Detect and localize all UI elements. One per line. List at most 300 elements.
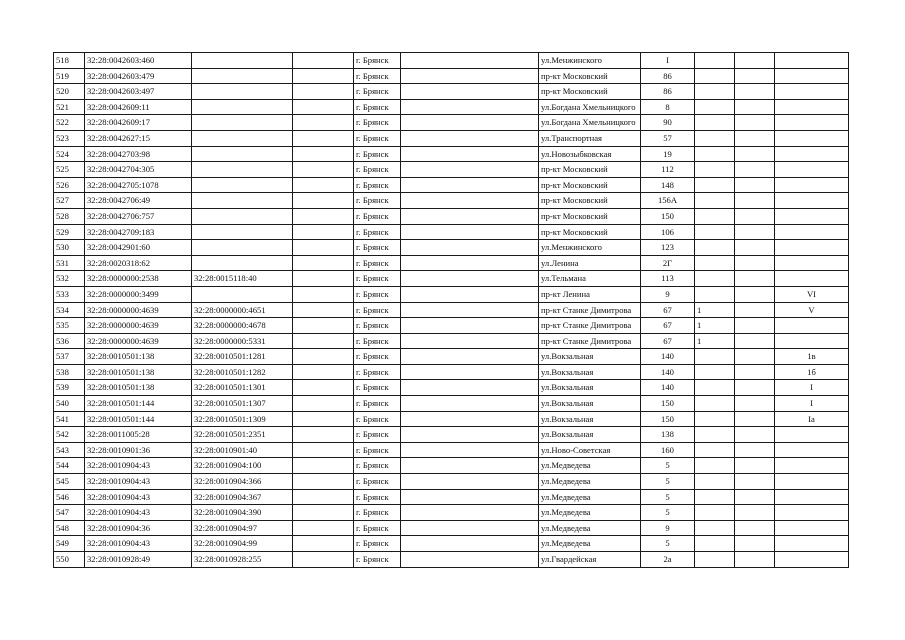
sub-cadastral-number-cell: 32:28:0010904:97 <box>192 520 293 536</box>
empty-cell <box>735 84 775 100</box>
city-cell: г. Брянск <box>354 380 401 396</box>
table-row <box>54 115 849 131</box>
city-cell: г. Брянск <box>354 552 401 568</box>
flat-number-cell <box>695 193 735 209</box>
empty-cell <box>401 286 539 302</box>
room-number-cell <box>775 208 849 224</box>
house-number-cell: 8 <box>641 99 695 115</box>
cadastral-number-cell: 32:28:0042603:460 <box>85 53 192 69</box>
cadastral-number-cell: 32:28:0010501:144 <box>85 396 192 412</box>
empty-cell <box>735 427 775 443</box>
empty-cell <box>293 302 354 318</box>
street-cell: пр-кт Московский <box>539 84 641 100</box>
table-row <box>54 193 849 209</box>
house-number-cell: 106 <box>641 224 695 240</box>
sub-cadastral-number-cell <box>192 53 293 69</box>
city-cell: г. Брянск <box>354 536 401 552</box>
cadastral-number-cell: 32:28:0010928:49 <box>85 552 192 568</box>
house-number-cell: 150 <box>641 396 695 412</box>
empty-cell <box>293 68 354 84</box>
room-number-cell <box>775 442 849 458</box>
street-cell: ул.Менжинского <box>539 53 641 69</box>
sub-cadastral-number-cell: 32:28:0010928:255 <box>192 552 293 568</box>
empty-cell <box>401 520 539 536</box>
house-number-cell: 86 <box>641 84 695 100</box>
table-row <box>54 349 849 365</box>
street-cell: пр-кт Московский <box>539 208 641 224</box>
empty-cell <box>293 224 354 240</box>
flat-number-cell <box>695 458 735 474</box>
empty-cell <box>401 380 539 396</box>
city-cell: г. Брянск <box>354 177 401 193</box>
empty-cell <box>293 333 354 349</box>
room-number-cell <box>775 68 849 84</box>
cadastral-number-cell: 32:28:0042609:17 <box>85 115 192 131</box>
table-row <box>54 364 849 380</box>
house-number-cell: 150 <box>641 208 695 224</box>
row-number-cell: 524 <box>54 146 85 162</box>
empty-cell <box>293 349 354 365</box>
flat-number-cell <box>695 84 735 100</box>
room-number-cell <box>775 255 849 271</box>
flat-number-cell <box>695 536 735 552</box>
empty-cell <box>401 68 539 84</box>
empty-cell <box>293 364 354 380</box>
empty-cell <box>735 130 775 146</box>
city-cell: г. Брянск <box>354 84 401 100</box>
empty-cell <box>735 349 775 365</box>
table-row <box>54 411 849 427</box>
room-number-cell <box>775 505 849 521</box>
flat-number-cell <box>695 505 735 521</box>
row-number-cell: 548 <box>54 520 85 536</box>
cadastral-number-cell: 32:28:0042706:49 <box>85 193 192 209</box>
city-cell: г. Брянск <box>354 286 401 302</box>
empty-cell <box>735 177 775 193</box>
table-row <box>54 271 849 287</box>
flat-number-cell <box>695 474 735 490</box>
table-row <box>54 255 849 271</box>
empty-cell <box>401 224 539 240</box>
house-number-cell: 19 <box>641 146 695 162</box>
sub-cadastral-number-cell: 32:28:0010501:1281 <box>192 349 293 365</box>
empty-cell <box>293 474 354 490</box>
empty-cell <box>401 333 539 349</box>
room-number-cell <box>775 224 849 240</box>
sub-cadastral-number-cell <box>192 208 293 224</box>
empty-cell <box>735 53 775 69</box>
empty-cell <box>293 53 354 69</box>
house-number-cell: 90 <box>641 115 695 131</box>
street-cell: ул.Гвардейская <box>539 552 641 568</box>
flat-number-cell <box>695 349 735 365</box>
table-row <box>54 552 849 568</box>
flat-number-cell: 1 <box>695 333 735 349</box>
cadastral-number-cell: 32:28:0042709:183 <box>85 224 192 240</box>
flat-number-cell <box>695 286 735 302</box>
city-cell: г. Брянск <box>354 193 401 209</box>
cadastral-number-cell: 32:28:0010501:144 <box>85 411 192 427</box>
flat-number-cell <box>695 255 735 271</box>
city-cell: г. Брянск <box>354 224 401 240</box>
empty-cell <box>735 240 775 256</box>
house-number-cell: 123 <box>641 240 695 256</box>
house-number-cell: 9 <box>641 286 695 302</box>
empty-cell <box>401 427 539 443</box>
street-cell: ул.Тельмана <box>539 271 641 287</box>
sub-cadastral-number-cell <box>192 255 293 271</box>
city-cell: г. Брянск <box>354 396 401 412</box>
table-row <box>54 318 849 334</box>
sub-cadastral-number-cell <box>192 146 293 162</box>
city-cell: г. Брянск <box>354 474 401 490</box>
room-number-cell <box>775 84 849 100</box>
cadastral-number-cell: 32:28:0010501:138 <box>85 364 192 380</box>
flat-number-cell <box>695 520 735 536</box>
row-number-cell: 546 <box>54 489 85 505</box>
house-number-cell: 67 <box>641 333 695 349</box>
empty-cell <box>735 442 775 458</box>
house-number-cell: 140 <box>641 380 695 396</box>
street-cell: ул.Вокзальная <box>539 349 641 365</box>
cadastral-number-cell: 32:28:0042609:11 <box>85 99 192 115</box>
street-cell: ул.Богдана Хмельницкого <box>539 99 641 115</box>
flat-number-cell <box>695 115 735 131</box>
row-number-cell: 523 <box>54 130 85 146</box>
empty-cell <box>735 99 775 115</box>
room-number-cell <box>775 271 849 287</box>
empty-cell <box>735 302 775 318</box>
flat-number-cell <box>695 427 735 443</box>
flat-number-cell <box>695 146 735 162</box>
cadastral-number-cell: 32:28:0010501:138 <box>85 349 192 365</box>
row-number-cell: 534 <box>54 302 85 318</box>
sub-cadastral-number-cell: 32:28:0010904:366 <box>192 474 293 490</box>
cadastral-number-cell: 32:28:0042627:15 <box>85 130 192 146</box>
empty-cell <box>401 193 539 209</box>
table-row <box>54 99 849 115</box>
sub-cadastral-number-cell <box>192 224 293 240</box>
row-number-cell: 520 <box>54 84 85 100</box>
empty-cell <box>293 318 354 334</box>
empty-cell <box>293 177 354 193</box>
street-cell: ул.Медведева <box>539 474 641 490</box>
room-number-cell <box>775 489 849 505</box>
row-number-cell: 528 <box>54 208 85 224</box>
sub-cadastral-number-cell: 32:28:0010904:367 <box>192 489 293 505</box>
row-number-cell: 539 <box>54 380 85 396</box>
row-number-cell: 531 <box>54 255 85 271</box>
house-number-cell: 9 <box>641 520 695 536</box>
cadastral-number-cell: 32:28:0000000:3499 <box>85 286 192 302</box>
empty-cell <box>735 224 775 240</box>
empty-cell <box>401 162 539 178</box>
flat-number-cell <box>695 68 735 84</box>
table-row <box>54 224 849 240</box>
street-cell: ул.Вокзальная <box>539 396 641 412</box>
street-cell: пр-кт Московский <box>539 224 641 240</box>
house-number-cell: 112 <box>641 162 695 178</box>
row-number-cell: 527 <box>54 193 85 209</box>
sub-cadastral-number-cell <box>192 240 293 256</box>
empty-cell <box>293 286 354 302</box>
room-number-cell: VI <box>775 286 849 302</box>
room-number-cell <box>775 99 849 115</box>
flat-number-cell <box>695 271 735 287</box>
house-number-cell: 156А <box>641 193 695 209</box>
room-number-cell <box>775 240 849 256</box>
empty-cell <box>401 84 539 100</box>
city-cell: г. Брянск <box>354 411 401 427</box>
sub-cadastral-number-cell: 32:28:0010501:2351 <box>192 427 293 443</box>
cadastral-number-cell: 32:28:0010904:43 <box>85 474 192 490</box>
table-row <box>54 84 849 100</box>
city-cell: г. Брянск <box>354 458 401 474</box>
empty-cell <box>293 536 354 552</box>
room-number-cell <box>775 146 849 162</box>
street-cell: ул.Медведева <box>539 505 641 521</box>
empty-cell <box>293 380 354 396</box>
empty-cell <box>401 146 539 162</box>
flat-number-cell <box>695 208 735 224</box>
city-cell: г. Брянск <box>354 333 401 349</box>
house-number-cell: 86 <box>641 68 695 84</box>
table-row <box>54 458 849 474</box>
empty-cell <box>401 255 539 271</box>
street-cell: ул.Транспортная <box>539 130 641 146</box>
empty-cell <box>735 115 775 131</box>
house-number-cell: 2Г <box>641 255 695 271</box>
city-cell: г. Брянск <box>354 505 401 521</box>
street-cell: ул.Медведева <box>539 536 641 552</box>
street-cell: пр-кт Станке Димитрова <box>539 318 641 334</box>
city-cell: г. Брянск <box>354 302 401 318</box>
empty-cell <box>735 68 775 84</box>
empty-cell <box>293 489 354 505</box>
table-row <box>54 68 849 84</box>
empty-cell <box>401 474 539 490</box>
property-registry-table <box>53 52 849 568</box>
room-number-cell <box>775 177 849 193</box>
empty-cell <box>293 130 354 146</box>
room-number-cell: I <box>775 396 849 412</box>
table-row <box>54 208 849 224</box>
empty-cell <box>401 442 539 458</box>
sub-cadastral-number-cell <box>192 286 293 302</box>
room-number-cell <box>775 552 849 568</box>
street-cell: ул.Новозыбковская <box>539 146 641 162</box>
empty-cell <box>401 130 539 146</box>
flat-number-cell: 1 <box>695 318 735 334</box>
table-row <box>54 146 849 162</box>
empty-cell <box>735 364 775 380</box>
cadastral-number-cell: 32:28:0000000:4639 <box>85 318 192 334</box>
sub-cadastral-number-cell <box>192 177 293 193</box>
empty-cell <box>735 536 775 552</box>
empty-cell <box>293 427 354 443</box>
row-number-cell: 543 <box>54 442 85 458</box>
room-number-cell: I <box>775 380 849 396</box>
flat-number-cell: 1 <box>695 302 735 318</box>
city-cell: г. Брянск <box>354 146 401 162</box>
flat-number-cell <box>695 396 735 412</box>
house-number-cell: 138 <box>641 427 695 443</box>
room-number-cell <box>775 427 849 443</box>
empty-cell <box>401 411 539 427</box>
flat-number-cell <box>695 240 735 256</box>
empty-cell <box>401 318 539 334</box>
street-cell: пр-кт Московский <box>539 68 641 84</box>
empty-cell <box>735 411 775 427</box>
table-row <box>54 162 849 178</box>
empty-cell <box>735 193 775 209</box>
empty-cell <box>293 240 354 256</box>
table-row <box>54 474 849 490</box>
street-cell: пр-кт Станке Димитрова <box>539 302 641 318</box>
cadastral-number-cell: 32:28:0042901:60 <box>85 240 192 256</box>
empty-cell <box>401 302 539 318</box>
sub-cadastral-number-cell <box>192 84 293 100</box>
cadastral-number-cell: 32:28:0010901:36 <box>85 442 192 458</box>
sub-cadastral-number-cell <box>192 130 293 146</box>
sub-cadastral-number-cell: 32:28:0010904:99 <box>192 536 293 552</box>
house-number-cell: 5 <box>641 505 695 521</box>
empty-cell <box>293 208 354 224</box>
empty-cell <box>735 318 775 334</box>
house-number-cell: 5 <box>641 458 695 474</box>
table-row <box>54 380 849 396</box>
house-number-cell: 160 <box>641 442 695 458</box>
flat-number-cell <box>695 53 735 69</box>
empty-cell <box>401 53 539 69</box>
cadastral-number-cell: 32:28:0042704:305 <box>85 162 192 178</box>
empty-cell <box>401 240 539 256</box>
street-cell: ул.Менжинского <box>539 240 641 256</box>
empty-cell <box>401 364 539 380</box>
flat-number-cell <box>695 130 735 146</box>
sub-cadastral-number-cell <box>192 99 293 115</box>
sub-cadastral-number-cell <box>192 115 293 131</box>
table-row <box>54 536 849 552</box>
empty-cell <box>293 552 354 568</box>
street-cell: ул.Вокзальная <box>539 411 641 427</box>
empty-cell <box>735 458 775 474</box>
empty-cell <box>401 271 539 287</box>
house-number-cell: 5 <box>641 536 695 552</box>
city-cell: г. Брянск <box>354 255 401 271</box>
sub-cadastral-number-cell <box>192 68 293 84</box>
room-number-cell: 1б <box>775 364 849 380</box>
empty-cell <box>293 411 354 427</box>
room-number-cell <box>775 162 849 178</box>
room-number-cell <box>775 318 849 334</box>
empty-cell <box>401 552 539 568</box>
row-number-cell: 533 <box>54 286 85 302</box>
sub-cadastral-number-cell: 32:28:0010501:1301 <box>192 380 293 396</box>
empty-cell <box>735 255 775 271</box>
sub-cadastral-number-cell <box>192 162 293 178</box>
cadastral-number-cell: 32:28:0042705:1078 <box>85 177 192 193</box>
table-row <box>54 53 849 69</box>
flat-number-cell <box>695 552 735 568</box>
empty-cell <box>293 162 354 178</box>
row-number-cell: 547 <box>54 505 85 521</box>
sub-cadastral-number-cell: 32:28:0010904:390 <box>192 505 293 521</box>
empty-cell <box>735 333 775 349</box>
street-cell: ул.Вокзальная <box>539 427 641 443</box>
street-cell: ул.Вокзальная <box>539 364 641 380</box>
table-row <box>54 286 849 302</box>
city-cell: г. Брянск <box>354 240 401 256</box>
street-cell: ул.Ленина <box>539 255 641 271</box>
city-cell: г. Брянск <box>354 520 401 536</box>
empty-cell <box>293 520 354 536</box>
row-number-cell: 535 <box>54 318 85 334</box>
empty-cell <box>401 208 539 224</box>
empty-cell <box>401 458 539 474</box>
empty-cell <box>293 255 354 271</box>
table-row <box>54 489 849 505</box>
street-cell: пр-кт Московский <box>539 177 641 193</box>
row-number-cell: 536 <box>54 333 85 349</box>
room-number-cell <box>775 130 849 146</box>
room-number-cell <box>775 474 849 490</box>
table-row <box>54 177 849 193</box>
row-number-cell: 519 <box>54 68 85 84</box>
city-cell: г. Брянск <box>354 442 401 458</box>
room-number-cell <box>775 193 849 209</box>
sub-cadastral-number-cell: 32:28:0010501:1309 <box>192 411 293 427</box>
empty-cell <box>735 162 775 178</box>
empty-cell <box>293 84 354 100</box>
empty-cell <box>401 99 539 115</box>
room-number-cell <box>775 53 849 69</box>
city-cell: г. Брянск <box>354 489 401 505</box>
cadastral-number-cell: 32:28:0010501:138 <box>85 380 192 396</box>
empty-cell <box>293 396 354 412</box>
row-number-cell: 549 <box>54 536 85 552</box>
city-cell: г. Брянск <box>354 271 401 287</box>
sub-cadastral-number-cell: 32:28:0010901:40 <box>192 442 293 458</box>
room-number-cell <box>775 536 849 552</box>
flat-number-cell <box>695 380 735 396</box>
room-number-cell: 1в <box>775 349 849 365</box>
city-cell: г. Брянск <box>354 162 401 178</box>
flat-number-cell <box>695 162 735 178</box>
empty-cell <box>293 442 354 458</box>
cadastral-number-cell: 32:28:0042706:757 <box>85 208 192 224</box>
table-row <box>54 442 849 458</box>
table-row <box>54 333 849 349</box>
house-number-cell: 150 <box>641 411 695 427</box>
sub-cadastral-number-cell: 32:28:0010501:1307 <box>192 396 293 412</box>
row-number-cell: 521 <box>54 99 85 115</box>
row-number-cell: 518 <box>54 53 85 69</box>
row-number-cell: 540 <box>54 396 85 412</box>
street-cell: ул.Медведева <box>539 489 641 505</box>
sub-cadastral-number-cell: 32:28:0010904:100 <box>192 458 293 474</box>
empty-cell <box>293 193 354 209</box>
empty-cell <box>293 99 354 115</box>
flat-number-cell <box>695 411 735 427</box>
house-number-cell: 5 <box>641 474 695 490</box>
street-cell: ул.Медведева <box>539 520 641 536</box>
city-cell: г. Брянск <box>354 68 401 84</box>
cadastral-number-cell: 32:28:0042603:479 <box>85 68 192 84</box>
empty-cell <box>293 458 354 474</box>
street-cell: ул.Медведева <box>539 458 641 474</box>
cadastral-number-cell: 32:28:0020318:62 <box>85 255 192 271</box>
